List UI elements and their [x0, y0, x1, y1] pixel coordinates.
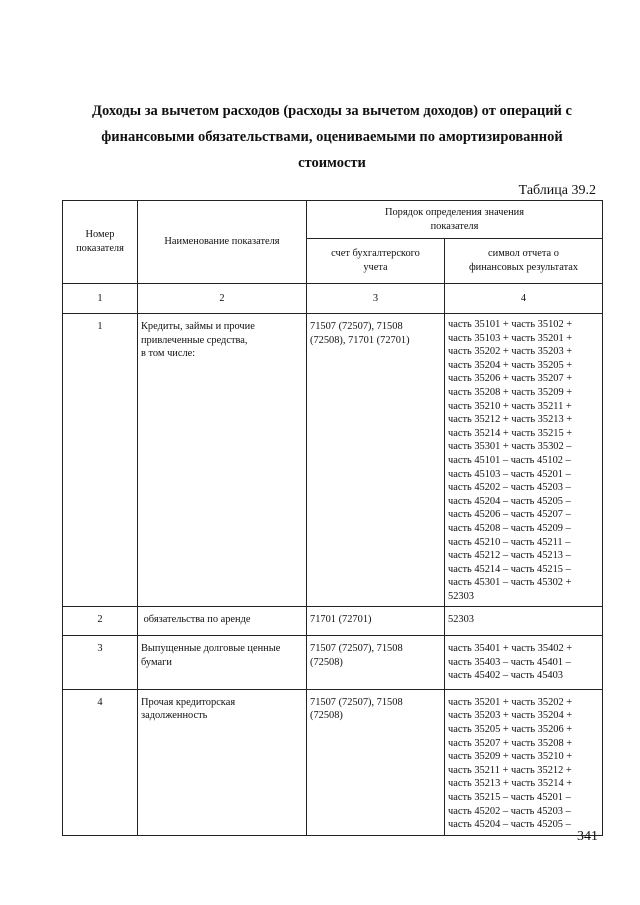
- cell-line: (72508), 71701 (72701): [310, 334, 410, 346]
- formula-line: часть 35101 + часть 35102 +: [448, 319, 573, 330]
- formula-line: 52303: [448, 614, 474, 626]
- header-line: показателя: [430, 220, 479, 232]
- formula-line: часть 35204 + часть 35205 +: [448, 359, 573, 371]
- cell-line: привлеченные средства,: [141, 334, 248, 346]
- column-number: 2: [138, 284, 307, 314]
- report-symbol-formula: [445, 607, 603, 636]
- row-number: 3: [63, 636, 138, 690]
- cell-line: задолженность: [141, 710, 208, 722]
- table-caption: Таблица 39.2: [518, 183, 596, 198]
- header-line: Номер: [85, 229, 115, 241]
- account-numbers: [307, 314, 445, 607]
- formula-line: часть 45402 – часть 45403: [448, 670, 563, 682]
- account-numbers: [307, 636, 445, 690]
- cell-line: (72508): [310, 710, 343, 722]
- formula-line: часть 35213 + часть 35214 +: [448, 778, 573, 790]
- formula-line: часть 45202 – часть 45203 –: [448, 482, 571, 494]
- header-indicator-number: [63, 201, 138, 284]
- cell-line: 71701 (72701): [310, 614, 372, 626]
- header-line: счет бухгалтерского: [331, 248, 420, 260]
- cell-line: в том числе:: [141, 348, 196, 360]
- formula-line: часть 45103 – часть 45201 –: [448, 468, 571, 480]
- cell-line: Выпущенные долговые ценные: [141, 643, 281, 655]
- formula-line: часть 35202 + часть 35203 +: [448, 346, 573, 358]
- table-row: [63, 689, 603, 835]
- header-row: [63, 201, 603, 239]
- cell-line: бумаги: [141, 656, 172, 668]
- formula-line: часть 45101 – часть 45102 –: [448, 454, 571, 466]
- indicator-name: [138, 607, 307, 636]
- row-number: 1: [63, 314, 138, 607]
- formula-line: часть 35207 + часть 35208 +: [448, 737, 573, 749]
- cell-line: 71507 (72507), 71508: [310, 321, 403, 332]
- column-number-row: [63, 284, 603, 314]
- formula-line: часть 45208 – часть 45209 –: [448, 522, 571, 534]
- formula-line: часть 35301 + часть 35302 –: [448, 441, 572, 453]
- formula-line: часть 35210 + часть 35211 +: [448, 400, 572, 412]
- header-report-symbol: [445, 239, 603, 284]
- page-number: 341: [577, 829, 598, 844]
- report-symbol-formula: [445, 689, 603, 835]
- indicator-name: [138, 636, 307, 690]
- row-number: 2: [63, 607, 138, 636]
- formula-line: часть 35203 + часть 35204 +: [448, 710, 573, 722]
- formula-line: часть 35206 + часть 35207 +: [448, 373, 573, 385]
- header-line: Порядок определения значения: [384, 206, 525, 218]
- column-number: 4: [445, 284, 603, 314]
- header-determination-order: [307, 201, 603, 239]
- header-line: финансовых результатах: [468, 262, 579, 273]
- column-number: 3: [307, 284, 445, 314]
- table-row: [63, 607, 603, 636]
- formula-line: часть 35214 + часть 35215 +: [448, 427, 573, 439]
- header-indicator-name: [138, 201, 307, 284]
- formula-line: часть 35205 + часть 35206 +: [448, 724, 573, 736]
- header-line: показателя: [76, 243, 124, 254]
- formula-line: часть 45210 – часть 45211 –: [448, 536, 571, 548]
- formula-line: часть 45214 – часть 45215 –: [448, 563, 571, 575]
- formula-line: 52303: [448, 590, 474, 602]
- title-line: стоимости: [298, 155, 366, 171]
- formula-line: часть 45212 – часть 45213 –: [448, 550, 571, 562]
- formula-line: часть 35201 + часть 35202 +: [448, 696, 573, 708]
- account-numbers: [307, 607, 445, 636]
- account-numbers: [307, 689, 445, 835]
- cell-line: Кредиты, займы и прочие: [141, 321, 255, 332]
- cell-line: 71507 (72507), 71508: [310, 643, 403, 655]
- formula-line: часть 35211 + часть 35212 +: [448, 764, 572, 776]
- formula-line: часть 35209 + часть 35210 +: [448, 751, 573, 763]
- header-line: символ отчета о: [488, 248, 559, 260]
- title-line: Доходы за вычетом расходов (расходы за вычетом доходов) от операций с: [92, 103, 572, 119]
- report-table: [62, 200, 603, 836]
- formula-line: часть 35403 – часть 45401 –: [448, 656, 571, 668]
- report-symbol-formula: [445, 636, 603, 690]
- title-line: финансовыми обязательствами, оцениваемыми по амортизированной: [101, 129, 563, 145]
- formula-line: часть 45202 – часть 45203 –: [448, 805, 571, 817]
- formula-line: часть 45301 – часть 45302 +: [448, 577, 572, 589]
- header-line: учета: [363, 262, 388, 273]
- formula-line: часть 45204 – часть 45205 –: [448, 495, 571, 507]
- formula-line: часть 35215 – часть 45201 –: [448, 792, 571, 803]
- page-title: [62, 98, 602, 176]
- table-row: [63, 636, 603, 690]
- header-line: Наименование показателя: [164, 236, 280, 248]
- formula-line: часть 35103 + часть 35201 +: [448, 332, 573, 344]
- report-symbol-formula: [445, 314, 603, 607]
- indicator-name: [138, 689, 307, 835]
- header-account: [307, 239, 445, 284]
- cell-line: 71507 (72507), 71508: [310, 696, 403, 708]
- formula-line: часть 35208 + часть 35209 +: [448, 386, 573, 398]
- column-number: 1: [63, 284, 138, 314]
- formula-line: часть 35401 + часть 35402 +: [448, 643, 573, 655]
- row-number: 4: [63, 689, 138, 835]
- formula-line: часть 35212 + часть 35213 +: [448, 414, 573, 426]
- formula-line: часть 45204 – часть 45205 –: [448, 819, 571, 831]
- cell-line: Прочая кредиторская: [141, 696, 236, 708]
- cell-line: обязательства по аренде: [141, 614, 251, 626]
- formula-line: часть 45206 – часть 45207 –: [448, 509, 571, 521]
- indicator-name: [138, 314, 307, 607]
- cell-line: (72508): [310, 656, 343, 668]
- table-row: [63, 314, 603, 607]
